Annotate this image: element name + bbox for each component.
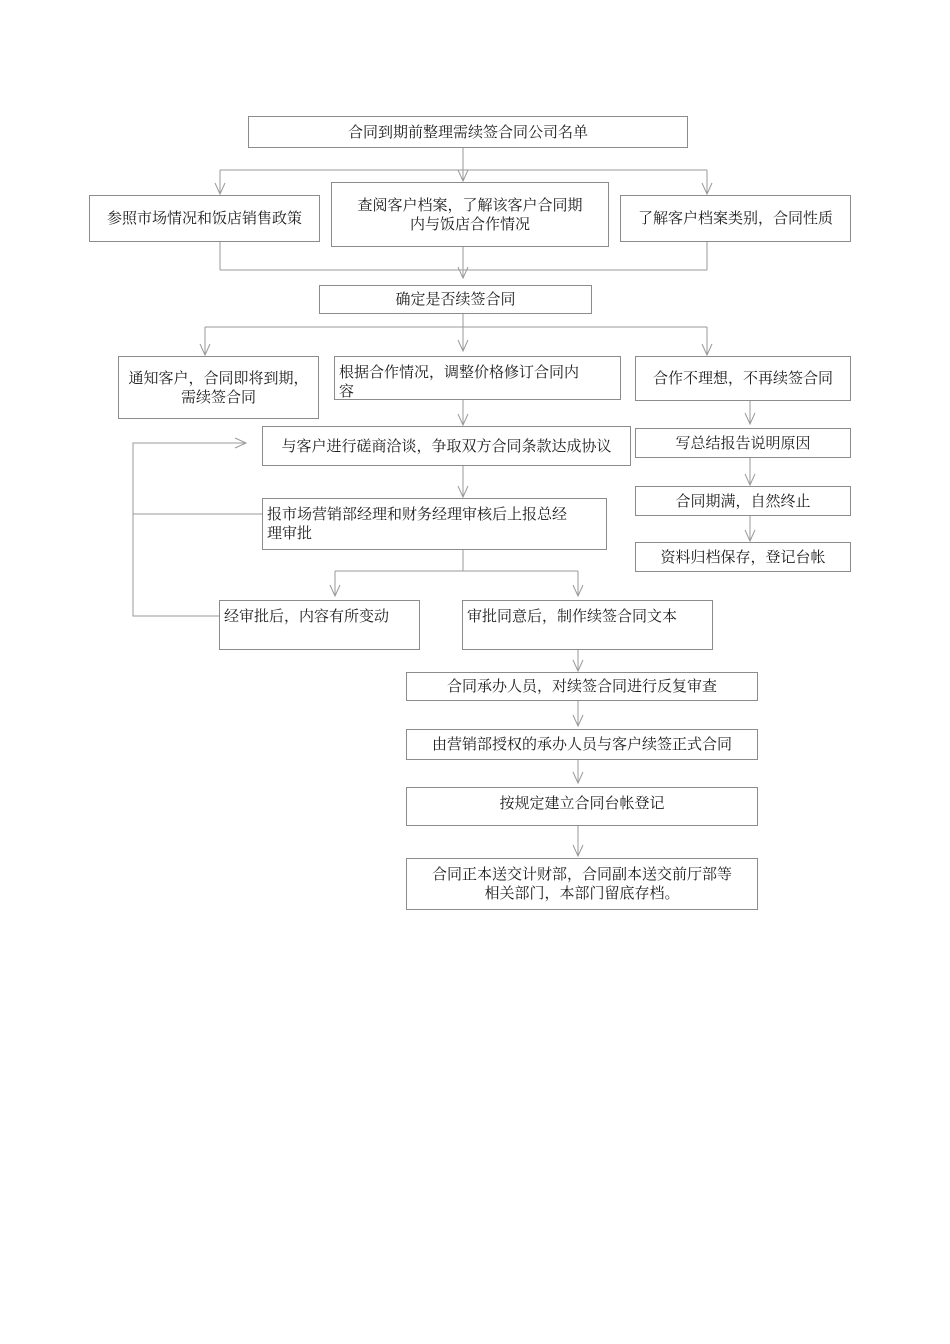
node-text: 通知客户，合同即将到期， 需续签合同 — [128, 368, 309, 406]
connector-n11-branch — [335, 550, 578, 596]
node-no-renewal — [635, 356, 851, 401]
node-text: 按规定建立合同台帐登记 — [499, 794, 665, 812]
node-text: 确定是否续签合同 — [395, 290, 516, 308]
node-text: 由营销部授权的承办人员与客户续签正式合同 — [431, 735, 732, 753]
node-text: 参照市场情况和饭店销售政策 — [106, 209, 302, 227]
node-archive-records — [635, 542, 851, 572]
connector-n5-branch — [205, 313, 707, 355]
node-decide-renewal — [319, 285, 592, 314]
node-approval-changes — [219, 600, 420, 650]
node-notify-client — [118, 356, 319, 419]
node-adjust-price — [334, 356, 621, 400]
node-contract-expire — [635, 486, 851, 516]
node-distribute-copies — [406, 858, 758, 910]
node-sign-contract — [406, 729, 758, 760]
node-text: 合同期满，自然终止 — [675, 491, 811, 510]
connector-feedback-loop — [133, 443, 262, 616]
node-text: 合同到期前整理需续签合同公司名单 — [347, 122, 588, 141]
node-register-ledger — [406, 787, 758, 826]
node-write-summary — [635, 428, 851, 458]
node-text: 查阅客户档案，了解该客户合同期 内与饭店合作情况 — [357, 195, 583, 233]
node-compile-renewal-list — [248, 116, 688, 148]
connector-merge-n5 — [220, 242, 707, 278]
node-text: 资料归档保存，登记台帐 — [660, 547, 826, 566]
node-text: 合同正本送交计财部，合同副本送交前厅部等 相关部门，本部门留底存档。 — [431, 865, 732, 902]
node-text: 合同承办人员，对续签合同进行反复审查 — [446, 677, 717, 695]
node-text: 报市场营销部经理和财务经理审核后上报总经 理审批 — [267, 505, 568, 542]
node-text: 根据合作情况，调整价格修订合同内 容 — [339, 363, 580, 400]
node-text: 写总结报告说明原因 — [675, 433, 811, 452]
node-review-contract — [406, 672, 758, 701]
node-text: 与客户进行磋商洽谈，争取双方合同条款达成协议 — [281, 436, 612, 455]
node-draft-renewal-contract — [462, 600, 713, 650]
node-text: 经审批后，内容有所变动 — [224, 607, 390, 625]
node-submit-approval — [262, 498, 607, 550]
node-text: 审批同意后，制作续签合同文本 — [467, 607, 678, 625]
node-client-category — [620, 195, 851, 242]
node-text: 了解客户档案类别，合同性质 — [637, 209, 833, 227]
node-review-client-file — [331, 182, 609, 247]
node-negotiate-terms — [262, 426, 631, 466]
node-market-policy — [89, 195, 320, 242]
node-text: 合作不理想，不再续签合同 — [652, 369, 833, 387]
